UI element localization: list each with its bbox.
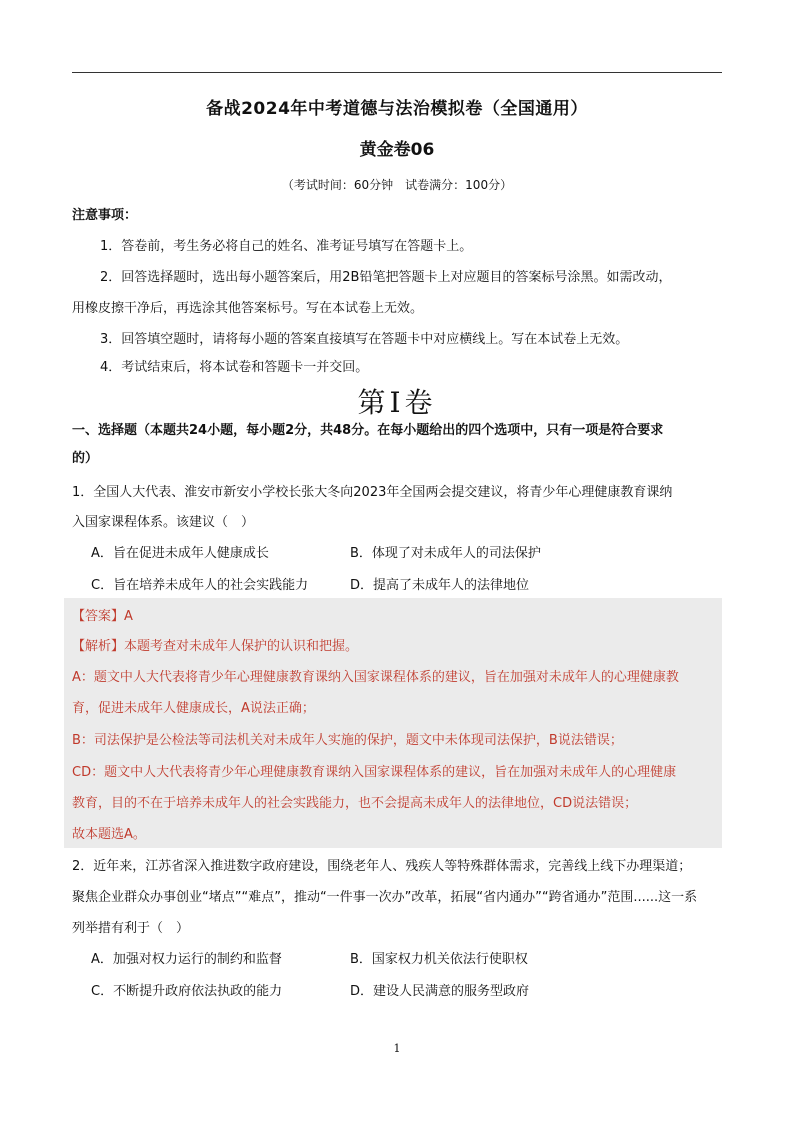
q1-option-c: C．旨在培养未成年人的社会实践能力 [91,578,309,593]
q1-analysis-line: B：司法保护是公检法等司法机关对未成年人实施的保护，题文中未体现司法保护，B说法错误； [72,733,623,748]
exam-info: （考试时间：60分钟 试卷满分：100分） [281,178,513,192]
q1-option-a: A．旨在促进未成年人健康成长 [91,546,269,561]
q1-analysis-line: 故本题选A。 [72,827,146,842]
q2-option-c: C．不断提升政府依法执政的能力 [91,984,283,999]
exam-subtitle: 黄金卷06 [359,140,435,160]
section-heading: 一、选择题（本题共24小题，每小题2分，共48分。在每小题给出的四个选项中，只有一项是符合要求 [72,423,664,438]
q1-analysis-line: 育，促进未成年人健康成长，A说法正确； [72,701,315,716]
note-item: 1．答卷前，考生务必将自己的姓名、准考证号填写在答题卡上。 [100,239,473,254]
question-1-stem-continued: 入国家课程体系。该建议（ ） [72,515,255,530]
section-heading-continued: 的） [72,451,99,466]
note-item: 2．回答选择题时，选出每小题答案后，用2B铅笔把答题卡上对应题目的答案标号涂黑。如需改动， [100,270,672,285]
q1-answer: 【答案】A [72,609,133,624]
q1-option-b: B．体现了对未成年人的司法保护 [350,546,541,561]
note-item: 4．考试结束后，将本试卷和答题卡一并交回。 [100,360,369,375]
header-rule [72,72,722,73]
question-2-stem-continued: 聚焦企业群众办事创业“堵点”“难点”，推动“一件事一次办”改革，拓展“省内通办”“跨省通办”范围......这一系 [72,890,698,905]
question-2-stem: 2．近年来，江苏省深入推进数字政府建设，围绕老年人、残疾人等特殊群体需求，完善线上线下办理渠道； [72,859,692,874]
notes-heading: 注意事项： [72,208,138,223]
q1-analysis-line: 【解析】本题考查对未成年人保护的认识和把握。 [72,639,359,654]
q2-option-d: D．建设人民满意的服务型政府 [350,984,530,999]
q1-analysis-line: CD：题文中人大代表将青少年心理健康教育课纳入国家课程体系的建议，旨在加强对未成年人的心理健康 [72,765,677,780]
question-2-stem-continued: 列举措有利于（ ） [72,921,190,936]
exam-title: 备战2024年中考道德与法治模拟卷（全国通用） [206,99,588,119]
q1-analysis-line: A：题文中人大代表将青少年心理健康教育课纳入国家课程体系的建议，旨在加强对未成年人的心理健康教 [72,670,679,685]
note-item-continued: 用橡皮擦干净后，再选涂其他答案标号。写在本试卷上无效。 [72,301,424,316]
note-item: 3．回答填空题时，请将每小题的答案直接填写在答题卡中对应横线上。写在本试卷上无效。 [100,332,629,347]
q2-option-b: B．国家权力机关依法行使职权 [350,952,528,967]
q1-option-d: D．提高了未成年人的法律地位 [350,578,530,593]
q1-analysis-line: 教育，目的不在于培养未成年人的社会实践能力，也不会提高未成年人的法律地位，CD说法错误； [72,796,638,811]
question-1-stem: 1．全国人大代表、淮安市新安小学校长张大冬向2023年全国两会提交建议，将青少年心理健康教育课纳 [72,485,673,500]
page-number: 1 [393,1042,401,1055]
volume-title: 第Ⅰ卷 [357,386,437,419]
q2-option-a: A．加强对权力运行的制约和监督 [91,952,282,967]
